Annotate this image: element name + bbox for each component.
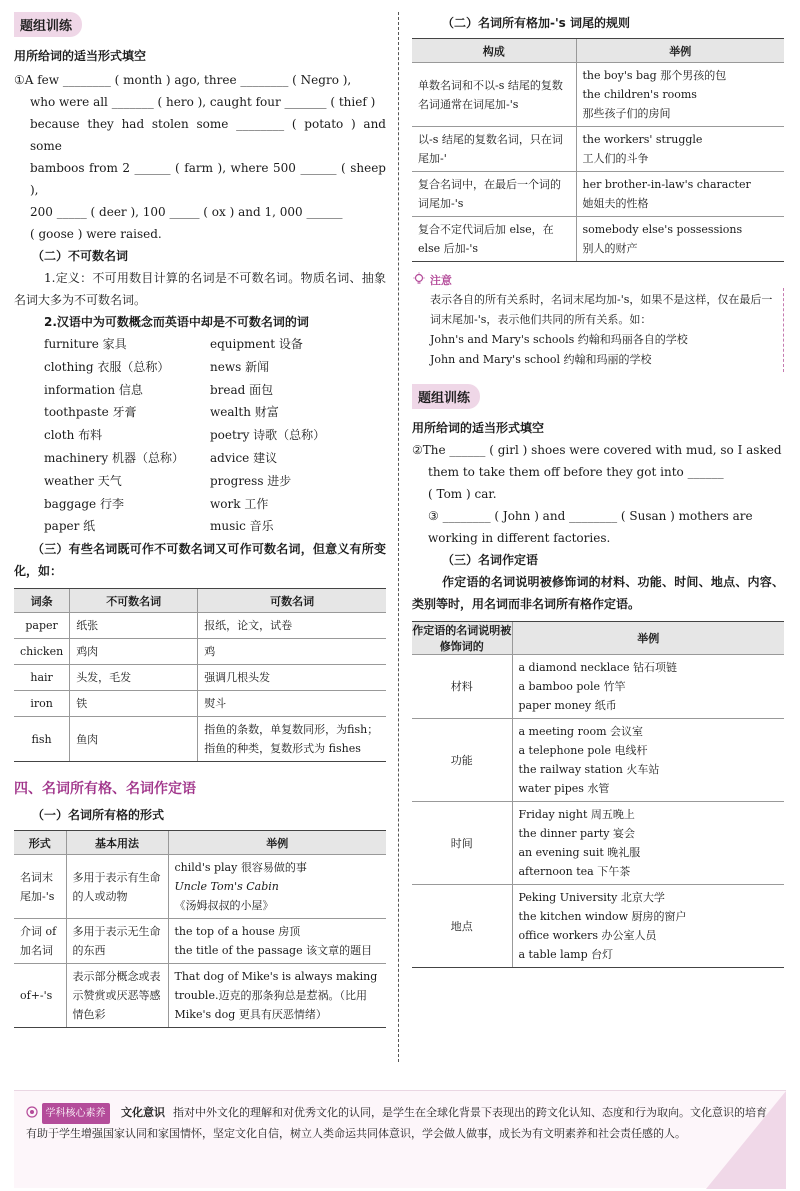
exercise-line: who were all _______ ( hero ), caught four _______ ( thief ) <box>30 95 376 109</box>
cell-line: a diamond necklace 钻石项链 <box>518 661 678 674</box>
table-cell: 地点 <box>412 885 512 968</box>
exercise-line: working in different factories. <box>428 531 611 545</box>
cell-line: the dinner party 宴会 <box>518 827 635 840</box>
heading-possessive-rules: （二）名词所有格加-'s 词尾的规则 <box>442 16 630 30</box>
word-item: toothpaste 牙膏 <box>44 405 137 420</box>
table-cell: fish <box>14 717 70 762</box>
word-item: information 信息 <box>44 382 143 397</box>
core-literacy-badge: 学科核心素养 <box>42 1103 110 1124</box>
cell-line: That dog of Mike's is always making trouble.迈克的那条狗总是惹祸。（比用 Mike's dog 更具有厌恶情绪） <box>174 970 378 1022</box>
cell-line: the top of a house 房顶 <box>174 925 301 939</box>
table-row <box>14 717 386 762</box>
word-item: cloth 布料 <box>44 428 103 443</box>
right-column <box>412 12 784 968</box>
cell-line: the kitchen window 厨房的窗户 <box>518 910 687 923</box>
note-text <box>412 288 784 372</box>
table-row <box>14 665 386 691</box>
cell-line: Peking University 北京大学 <box>518 891 665 904</box>
target-icon <box>26 1106 42 1119</box>
footer-panel <box>14 1090 786 1188</box>
word-item: advice 建议 <box>210 450 278 465</box>
table-row <box>14 919 386 964</box>
table-cell <box>168 855 386 919</box>
exercise-line: because they had stolen some ________ ( potato ) and some <box>30 117 386 153</box>
table-cell <box>512 655 784 719</box>
table-row <box>14 613 386 639</box>
exercise-tag-2: 题组训练 <box>412 384 480 409</box>
exercise-line: 200 _____ ( deer ), 100 _____ ( ox ) and 1, 000 ______ <box>30 205 343 219</box>
cell-line: a meeting room 会议室 <box>518 725 643 738</box>
heading-both: （三）有些名词既可作不可数名词又可作可数名词，但意义有所变化，如： <box>14 542 386 579</box>
column-divider <box>398 12 399 1062</box>
word-item: work 工作 <box>210 496 269 511</box>
table-row <box>14 855 386 919</box>
word-item: weather 天气 <box>44 473 122 488</box>
cell-line: somebody else's possessions <box>582 223 743 236</box>
table-cell <box>168 964 386 1028</box>
note-line: John's and Mary's schools 约翰和玛丽各自的学校 <box>430 333 688 346</box>
cell-line: the children's rooms <box>582 88 697 101</box>
table-row <box>412 655 784 719</box>
table-cell <box>168 919 386 964</box>
cell-line: the workers' struggle <box>582 133 703 146</box>
table-cell: 介词 of 加名词 <box>14 919 66 964</box>
table-header-cell: 作定语的名词说明被修饰词的 <box>412 622 512 655</box>
cell-line: a table lamp 台灯 <box>518 948 614 961</box>
word-item: baggage 行李 <box>44 496 124 511</box>
possessive-rules-table <box>412 38 784 262</box>
table-header-cell: 基本用法 <box>66 831 168 855</box>
table-header-cell: 不可数名词 <box>70 589 198 613</box>
table-row <box>14 691 386 717</box>
table-row <box>412 127 784 172</box>
table-cell: 时间 <box>412 802 512 885</box>
table-row <box>14 964 386 1028</box>
exercise-line: ①A few ________ ( month ) ago, three ________ ( Negro ), <box>14 73 352 87</box>
word-item: furniture 家具 <box>44 337 127 351</box>
footer-title: 文化意识 <box>121 1106 165 1119</box>
note-header <box>412 272 784 288</box>
word-item: wealth 财富 <box>210 405 279 420</box>
table-header-cell: 形式 <box>14 831 66 855</box>
table-cell <box>576 172 784 217</box>
table-cell: 复合名词中，在最后一个词的词尾加-'s <box>412 172 576 217</box>
table-cell: 头发，毛发 <box>70 665 198 691</box>
word-item: news 新闻 <box>210 359 270 374</box>
exercise-line: bamboos from 2 ______ ( farm ), where 500 ______ ( sheep ), <box>30 161 386 197</box>
cell-line: Friday night 周五晚上 <box>518 808 635 821</box>
cell-line: the railway station 火车站 <box>518 763 660 776</box>
cell-line: 那些孩子们的房间 <box>582 107 671 120</box>
section-4-title: 四、名词所有格、名词作定语 <box>14 781 196 798</box>
cell-line: the boy's bag 那个男孩的包 <box>582 69 727 82</box>
table-cell: 单数名词和不以-s 结尾的复数名词通常在词尾加-'s <box>412 63 576 127</box>
exercise-line: ( goose ) were raised. <box>30 227 162 241</box>
table-cell: 多用于表示无生命的东西 <box>66 919 168 964</box>
word-item: music 音乐 <box>210 519 274 534</box>
cell-line: 《汤姆叔叔的小屋》 <box>174 899 274 913</box>
table-cell: 材料 <box>412 655 512 719</box>
noun-meaning-table <box>14 588 386 762</box>
possessive-form-table <box>14 830 386 1028</box>
table-cell: hair <box>14 665 70 691</box>
word-item: machinery 机器（总称） <box>44 450 184 465</box>
table-cell: 复合不定代词后加 else，在 else 后加-'s <box>412 217 576 262</box>
exercise-line: them to take them off before they got into ______ <box>428 465 724 479</box>
exercise-line: ③ ________ ( John ) and ________ ( Susan ) mothers are <box>428 509 753 523</box>
cell-line: afternoon tea 下午茶 <box>518 865 631 878</box>
cell-line: an evening suit 晚礼服 <box>518 846 641 859</box>
lightbulb-icon <box>412 274 430 287</box>
table-header-cell: 举例 <box>512 622 784 655</box>
cell-line: 别人的财产 <box>582 242 638 255</box>
table-header-cell: 可数名词 <box>198 589 386 613</box>
word-item: equipment 设备 <box>210 337 303 351</box>
table-header-cell: 举例 <box>576 39 784 63</box>
table-cell: 指鱼的条数，单复数同形，为fish；指鱼的种类，复数形式为 fishes <box>198 717 386 762</box>
definition: 1.定义：不可用数目计算的名词是不可数名词。物质名词、抽象名词大多为不可数名词。 <box>14 271 386 307</box>
table-row <box>412 217 784 262</box>
table-header-cell: 举例 <box>168 831 386 855</box>
table-row <box>412 885 784 968</box>
word-item: progress 进步 <box>210 473 292 488</box>
cell-line: a bamboo pole 竹竿 <box>518 680 626 693</box>
heading-noun-attributive: （三）名词作定语 <box>442 553 539 567</box>
note-line: 表示各自的所有关系时，名词末尾均加-'s，如果不是这样，仅在最后一词末尾加-'s，表示他们共同的所有关系。如： <box>430 293 773 326</box>
cell-line: water pipes 水管 <box>518 782 610 795</box>
cell-line: her brother-in-law's character <box>582 178 751 191</box>
exercise-2 <box>412 439 784 549</box>
exercise-1 <box>14 69 386 245</box>
exercise-line: ②The ______ ( girl ) shoes were covered with mud, so I asked <box>412 443 782 457</box>
table-cell <box>576 217 784 262</box>
table-cell: 鸡 <box>198 639 386 665</box>
exercise-tag: 题组训练 <box>14 12 82 37</box>
table-cell: iron <box>14 691 70 717</box>
cell-line: Uncle Tom's Cabin <box>174 880 279 894</box>
exercise-line: ( Tom ) car. <box>428 487 497 501</box>
table-cell <box>576 127 784 172</box>
cell-line: office workers 办公室人员 <box>518 929 657 942</box>
table-cell <box>512 802 784 885</box>
footer-body: 指对中外文化的理解和对优秀文化的认同，是学生在全球化背景下表现出的跨文化认知、态度和行为取向。文化意识的培育有助于学生增强国家认同和家国情怀，坚定文化自信，树立人类命运共同体意识，学会做人做事，成长为有文明素养和社会责任感的人。 <box>26 1106 767 1140</box>
table-cell <box>512 719 784 802</box>
cell-line: the title of the passage 该文章的题目 <box>174 944 373 958</box>
cell-line: child's play 很容易做的事 <box>174 861 307 875</box>
cell-line: paper money 纸币 <box>518 699 617 712</box>
table-cell: 纸张 <box>70 613 198 639</box>
word-item: poetry 诗歌（总称） <box>210 428 326 443</box>
table-cell <box>576 63 784 127</box>
instruction-2: 用所给词的适当形式填空 <box>412 421 545 435</box>
table-cell: 强调几根头发 <box>198 665 386 691</box>
table-row <box>412 802 784 885</box>
note-title: 注意 <box>429 274 452 287</box>
subheading-words: 2.汉语中为可数概念而英语中却是不可数名词的词 <box>44 315 309 329</box>
word-item: clothing 衣服（总称） <box>44 359 170 374</box>
heading-possessive-form: （一）名词所有格的形式 <box>32 808 165 823</box>
word-list <box>14 333 386 538</box>
table-header-cell: 构成 <box>412 39 576 63</box>
table-cell: 鸡肉 <box>70 639 198 665</box>
table-cell: 功能 <box>412 719 512 802</box>
cell-line: a telephone pole 电线杆 <box>518 744 648 757</box>
table-header-cell: 词条 <box>14 589 70 613</box>
left-column <box>14 12 386 1028</box>
cell-line: 工人们的斗争 <box>582 152 649 165</box>
word-item: paper 纸 <box>44 519 96 534</box>
table-row <box>412 719 784 802</box>
word-item: bread 面包 <box>210 382 274 397</box>
note-line: John and Mary's school 约翰和玛丽的学校 <box>430 353 652 366</box>
table-row <box>14 639 386 665</box>
table-cell: of+-'s <box>14 964 66 1028</box>
instruction: 用所给词的适当形式填空 <box>14 49 147 63</box>
table-cell: 名词末尾加-'s <box>14 855 66 919</box>
table-cell: 报纸，论文，试卷 <box>198 613 386 639</box>
table-cell: chicken <box>14 639 70 665</box>
table-row <box>412 63 784 127</box>
table-cell: 表示部分概念或表示赞赏或厌恶等感情色彩 <box>66 964 168 1028</box>
footer-text <box>26 1103 774 1143</box>
table-cell: 多用于表示有生命的人或动物 <box>66 855 168 919</box>
table-cell: paper <box>14 613 70 639</box>
table-cell <box>512 885 784 968</box>
table-cell: 熨斗 <box>198 691 386 717</box>
table-row <box>412 172 784 217</box>
table-cell: 铁 <box>70 691 198 717</box>
attributive-table <box>412 621 784 968</box>
heading-uncountable: （二）不可数名词 <box>32 249 129 263</box>
attributive-desc: 作定语的名词说明被修饰词的材料、功能、时间、地点、内容、类别等时，用名词而非名词所有格作定语。 <box>412 575 784 611</box>
note-block <box>412 272 784 372</box>
cell-line: 她姐夫的性格 <box>582 197 649 210</box>
table-cell: 以-s 结尾的复数名词，只在词尾加-' <box>412 127 576 172</box>
table-cell: 鱼肉 <box>70 717 198 762</box>
